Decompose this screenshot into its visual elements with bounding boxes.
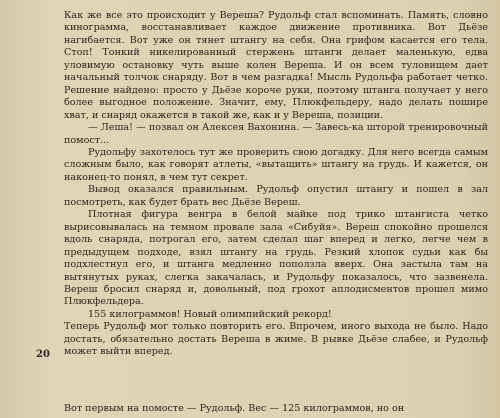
paragraph: 155 килограммов! Новый олимпийский рекорд! <box>88 308 332 320</box>
cut-off-line: Вот первым на помосте — Рудольф. Вес — 125 килограммов, но он <box>64 403 405 414</box>
body-text <box>64 10 488 359</box>
paragraph: Как же все это происходит у Вереша? Рудольф стал вспоминать. Память, словно кинограмма, восстанавливает каждое движение противника. Вот Дьёзе нагибается. Вот уже он тянет штангу на себя. Она грифом касается его тела. Стоп! Тонкий никелированный стержень штанги делает маленькую, едва уловимую остановку чуть выше колен Вереша. И он всем туловищем дает начальный толчок снаряду. Вот в чем разгадка! Мысль Рудольфа работает четко. Решение найдено: просто у Дьёзе короче руки, поэтому штанга получает у него более выгодное положение. Значит, ему, Плюкфельдеру, надо делать пошире хват, и снаряд окажется в такой же, как и у Вереша, позиции. <box>64 10 488 121</box>
paragraph: — Леша! — позвал он Алексея Вахонина. — Завесь-ка шторой тренировочный помост... <box>64 122 488 146</box>
paragraph: Рудольфу захотелось тут же проверить свою догадку. Для него всегда самым сложным было, как говорят атлеты, «вытащить» штангу на грудь. И кажется, он наконец-то понял, в чем тут секрет. <box>64 146 488 183</box>
paragraph: Теперь Рудольф мог только повторить его. Впрочем, иного выхода не было. Надо достать, обязательно достать Вереша в жиме. В рывке Дьёзе слабее, и Рудольф может выйти вперед. <box>64 321 488 358</box>
paragraph: Плотная фигура венгра в белой майке под трико штангиста четко вырисовывалась на темном провале зала «Сибуйя». Вереш спокойно прошелся вдоль снаряда, потрогал его, затем сделал шаг вперед и легко, легче чем в предыдущем подходе, взял штангу на грудь. Резкий хлопок судьи как бы подхлестнул его, и штанга медленно поползла вверх. Она застыла там на вытянутых руках, слегка закачалась, и Рудольфу показалось, что зазвенела. Вереш бросил снаряд и, довольный, под грохот аплодисментов прошел мимо Плюкфельдера. <box>64 209 488 308</box>
paragraph: Вывод оказался правильным. Рудольф опустил штангу и пошел в зал посмотреть, как будет брать вес Дьёзе Вереш. <box>64 184 488 208</box>
page-number: 20 <box>36 349 50 360</box>
